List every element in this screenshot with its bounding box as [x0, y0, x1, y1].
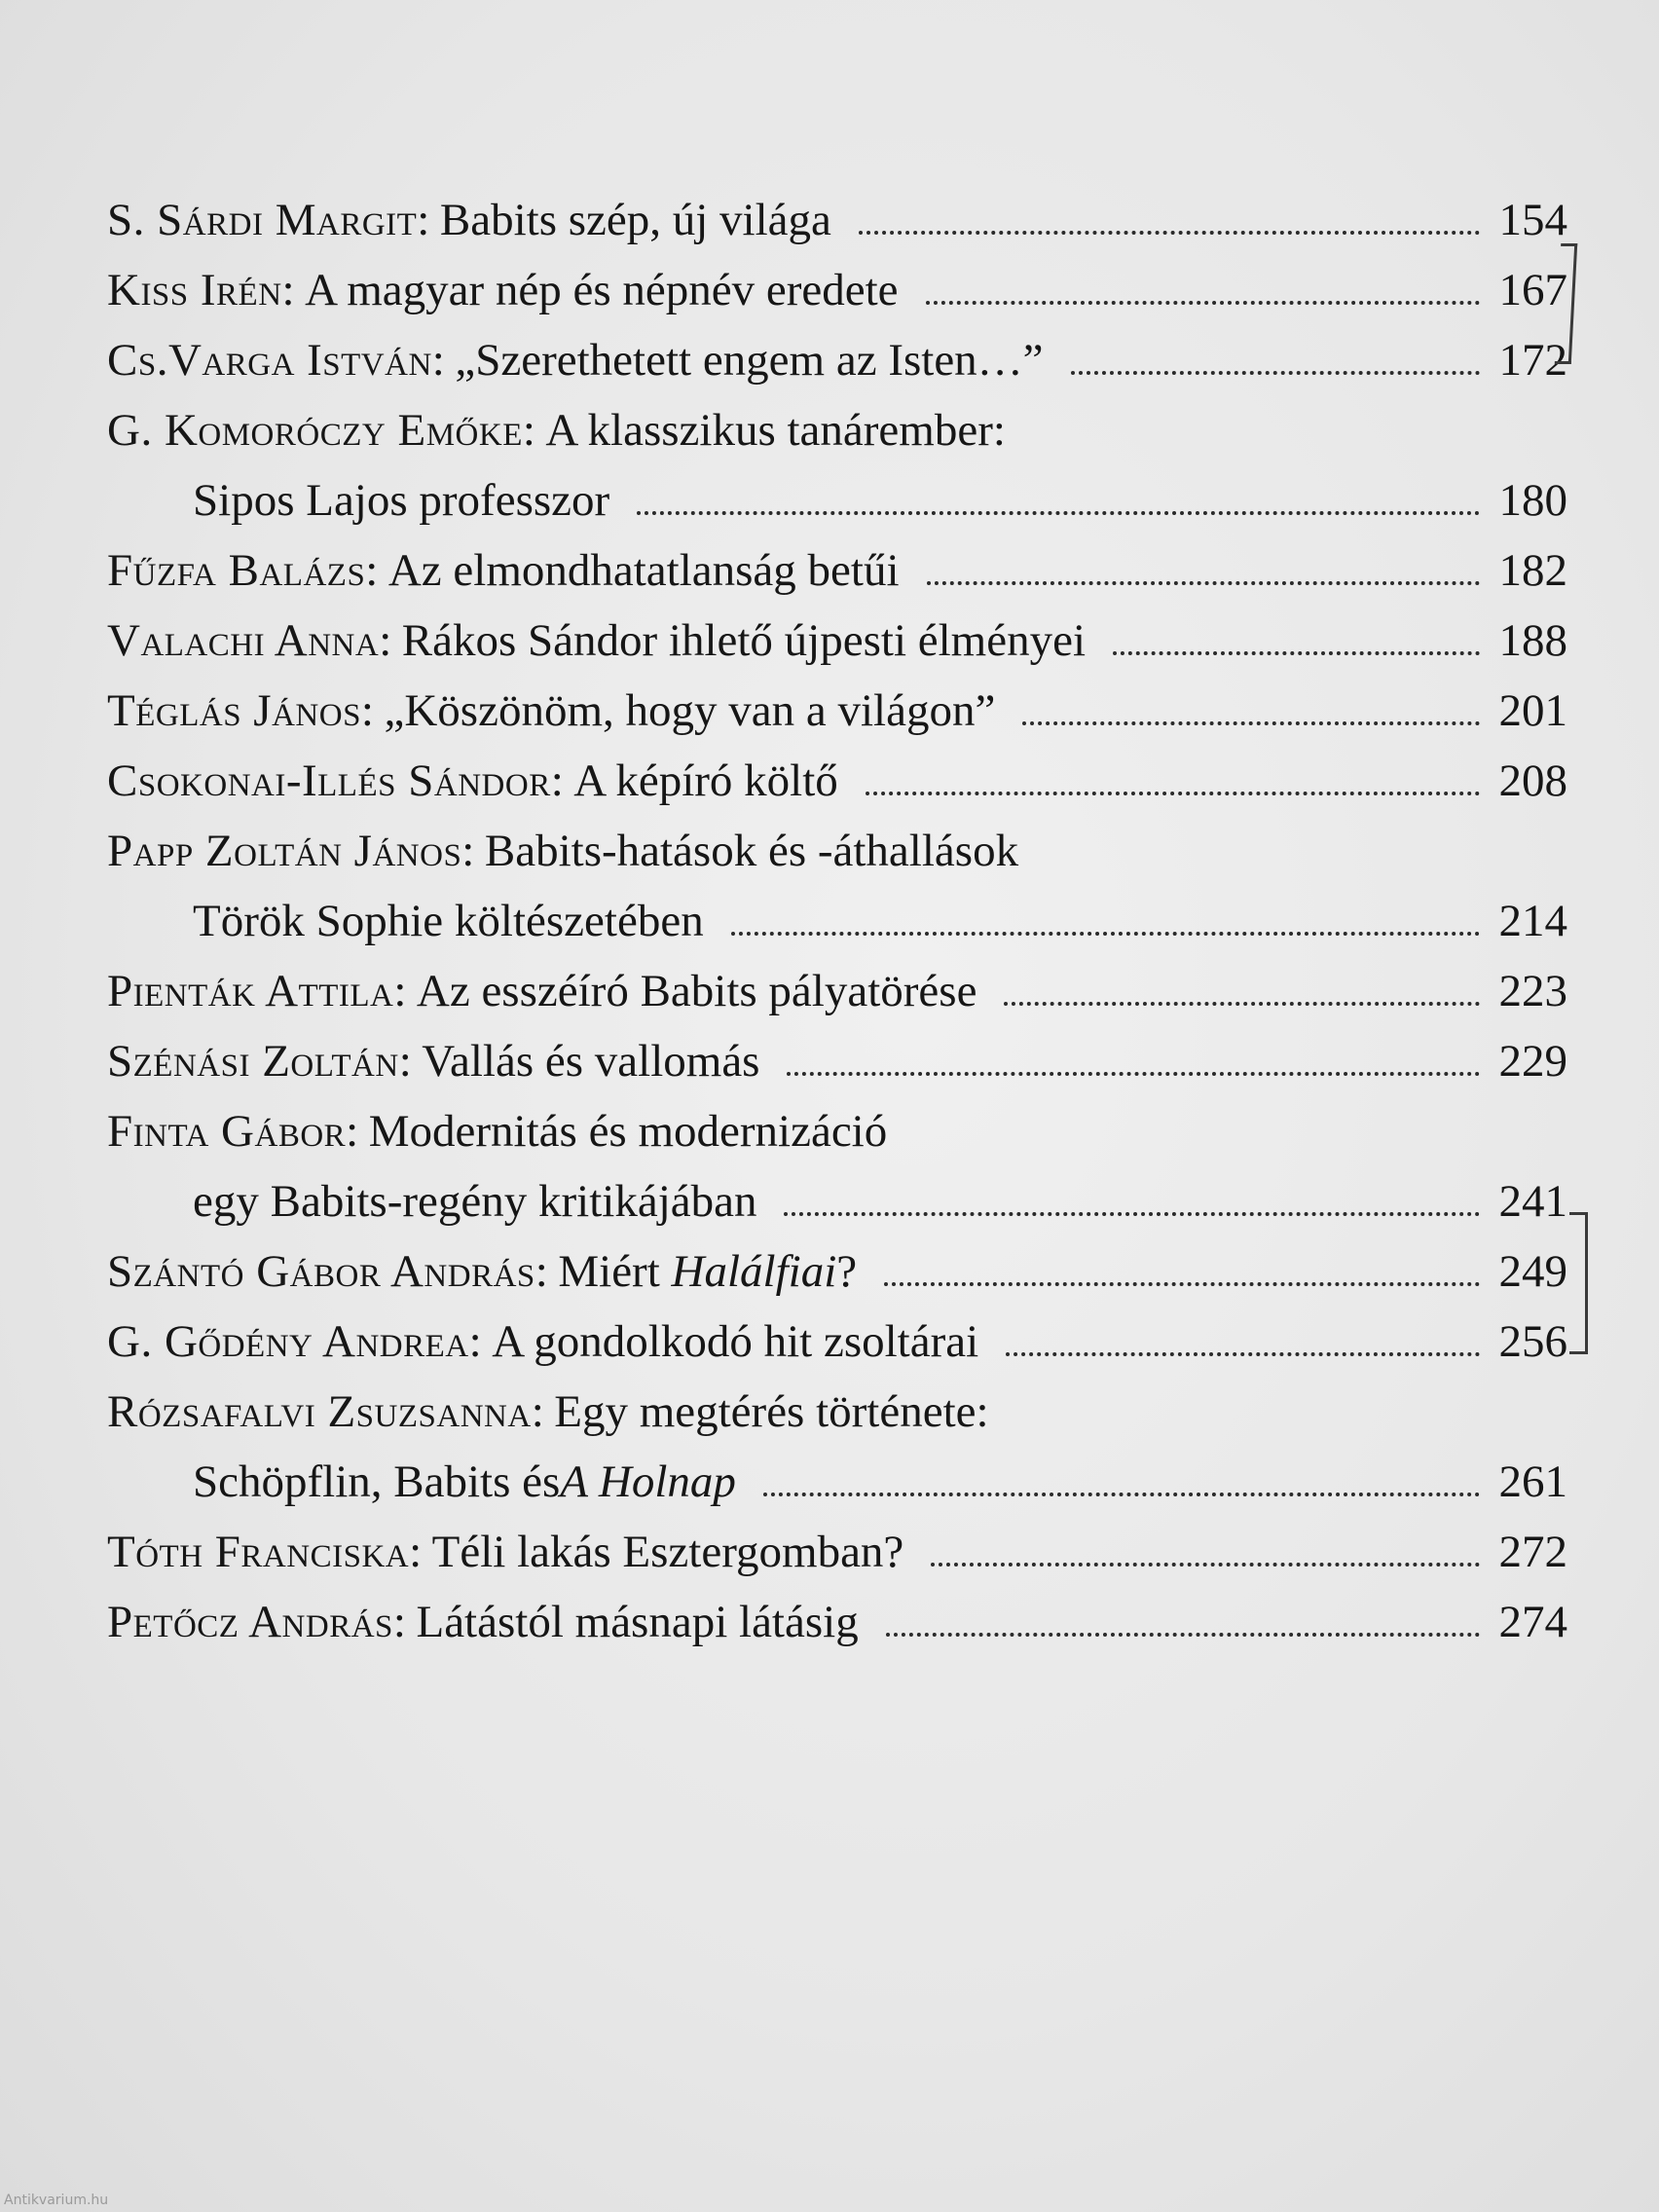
toc-title: Babits-hatások és -áthallások: [484, 826, 1019, 876]
toc-title: A gondolkodó hit zsoltárai: [492, 1316, 979, 1367]
toc-entry: [107, 1517, 1567, 1587]
toc-entry: [107, 1587, 1567, 1657]
leader-dots: [926, 289, 1480, 305]
toc-entry: [107, 606, 1567, 676]
toc-author: Petőcz András:: [107, 1597, 407, 1647]
toc-page-number: 229: [1498, 1036, 1567, 1087]
toc-author: S. Sárdi Margit:: [107, 195, 430, 245]
toc-entry: [107, 816, 1567, 956]
toc-author: Fűzfa Balázs:: [107, 545, 379, 596]
toc-page-number: 167: [1498, 265, 1567, 315]
toc-page-number: 154: [1498, 195, 1567, 245]
toc-page-number: 172: [1498, 335, 1567, 386]
toc-title-continued: egy Babits-regény kritikájában: [193, 1176, 757, 1227]
toc-author: Cs.Varga István:: [107, 335, 446, 386]
toc-title: Az elmondhatatlanság betűi: [387, 545, 900, 596]
toc-entry: [107, 1026, 1567, 1096]
toc-title: Téli lakás Esztergomban?: [431, 1527, 904, 1577]
toc-page-number: 214: [1498, 896, 1567, 946]
leader-dots: [886, 1621, 1480, 1637]
toc-page-number: 249: [1498, 1246, 1567, 1297]
leader-dots: [1006, 1341, 1480, 1356]
toc-author: Téglás János:: [107, 685, 375, 736]
leader-dots: [1071, 359, 1480, 375]
toc-page-number: 272: [1498, 1527, 1567, 1577]
toc-title: Látástól másnapi látásig: [416, 1597, 859, 1647]
table-of-contents: [107, 185, 1567, 1657]
toc-author: Csokonai-Illés Sándor:: [107, 756, 565, 806]
leader-dots: [931, 1551, 1480, 1567]
toc-author: Tóth Franciska:: [107, 1527, 423, 1577]
toc-entry: [107, 325, 1567, 395]
toc-title: Rákos Sándor ihlető újpesti élményei: [401, 615, 1087, 666]
toc-page-number: 256: [1498, 1316, 1567, 1367]
toc-author: Rózsafalvi Zsuzsanna:: [107, 1386, 545, 1437]
leader-dots: [1022, 710, 1480, 725]
leader-dots: [731, 920, 1480, 936]
toc-entry: [107, 746, 1567, 816]
toc-title: Miért Halálfiai?: [558, 1246, 858, 1297]
toc-entry: [107, 956, 1567, 1026]
toc-entry: [107, 676, 1567, 746]
toc-title: A klasszikus tanárember:: [545, 405, 1006, 456]
toc-entry: [107, 255, 1567, 325]
toc-author: Szántó Gábor András:: [107, 1246, 549, 1297]
toc-title: Modernitás és modernizáció: [368, 1106, 888, 1157]
leader-dots: [784, 1200, 1480, 1216]
leader-dots: [866, 780, 1480, 795]
toc-title: A magyar nép és népnév eredete: [305, 265, 899, 315]
toc-entry: [107, 1236, 1567, 1307]
toc-title-continued: Schöpflin, Babits és: [193, 1456, 561, 1507]
toc-author: Valachi Anna:: [107, 615, 392, 666]
toc-page-number: 180: [1498, 475, 1567, 526]
toc-page-number: 274: [1498, 1597, 1567, 1647]
toc-entry: [107, 1096, 1567, 1236]
toc-page-number: 182: [1498, 545, 1567, 596]
toc-page-number: 223: [1498, 966, 1567, 1016]
leader-dots: [1113, 640, 1480, 655]
toc-title-continued: Sipos Lajos professzor: [193, 475, 610, 526]
leader-dots: [637, 499, 1480, 515]
toc-author: G. Komoróczy Emőke:: [107, 405, 536, 456]
leader-dots: [763, 1481, 1480, 1496]
toc-author: Pienták Attila:: [107, 966, 407, 1016]
toc-title: „Köszönöm, hogy van a világon”: [384, 685, 996, 736]
toc-page-number: 208: [1498, 756, 1567, 806]
leader-dots: [884, 1271, 1480, 1286]
toc-entry: [107, 535, 1567, 606]
toc-author: Papp Zoltán János:: [107, 826, 475, 876]
toc-entry: [107, 1377, 1567, 1517]
toc-author: G. Gődény Andrea:: [107, 1316, 483, 1367]
toc-title: Babits szép, új világa: [439, 195, 831, 245]
toc-title: Egy megtérés története:: [554, 1386, 989, 1437]
toc-title: A képíró költő: [573, 756, 838, 806]
toc-title: Az esszéíró Babits pályatörése: [416, 966, 977, 1016]
leader-dots: [927, 570, 1480, 585]
toc-page-number: 201: [1498, 685, 1567, 736]
toc-author: Szénási Zoltán:: [107, 1036, 413, 1087]
toc-title: „Szerethetett engem az Isten…”: [455, 335, 1044, 386]
toc-author: Finta Gábor:: [107, 1106, 359, 1157]
toc-entry: [107, 1307, 1567, 1377]
toc-author: Kiss Irén:: [107, 265, 296, 315]
toc-title: Vallás és vallomás: [422, 1036, 760, 1087]
toc-title-continued: Török Sophie költészetében: [193, 896, 704, 946]
toc-page-number: 261: [1498, 1456, 1567, 1507]
toc-entry: [107, 185, 1567, 255]
leader-dots: [1004, 990, 1480, 1006]
leader-dots: [787, 1060, 1480, 1076]
toc-title-italic: Halálfiai: [671, 1246, 837, 1297]
toc-page-number: 188: [1498, 615, 1567, 666]
watermark: Antikvarium.hu: [4, 2193, 109, 2208]
leader-dots: [859, 219, 1480, 235]
toc-page-number: 241: [1498, 1176, 1567, 1227]
toc-entry: [107, 395, 1567, 535]
toc-title-italic: A Holnap: [560, 1456, 736, 1507]
pencil-bracket-mark: [1569, 1212, 1588, 1354]
